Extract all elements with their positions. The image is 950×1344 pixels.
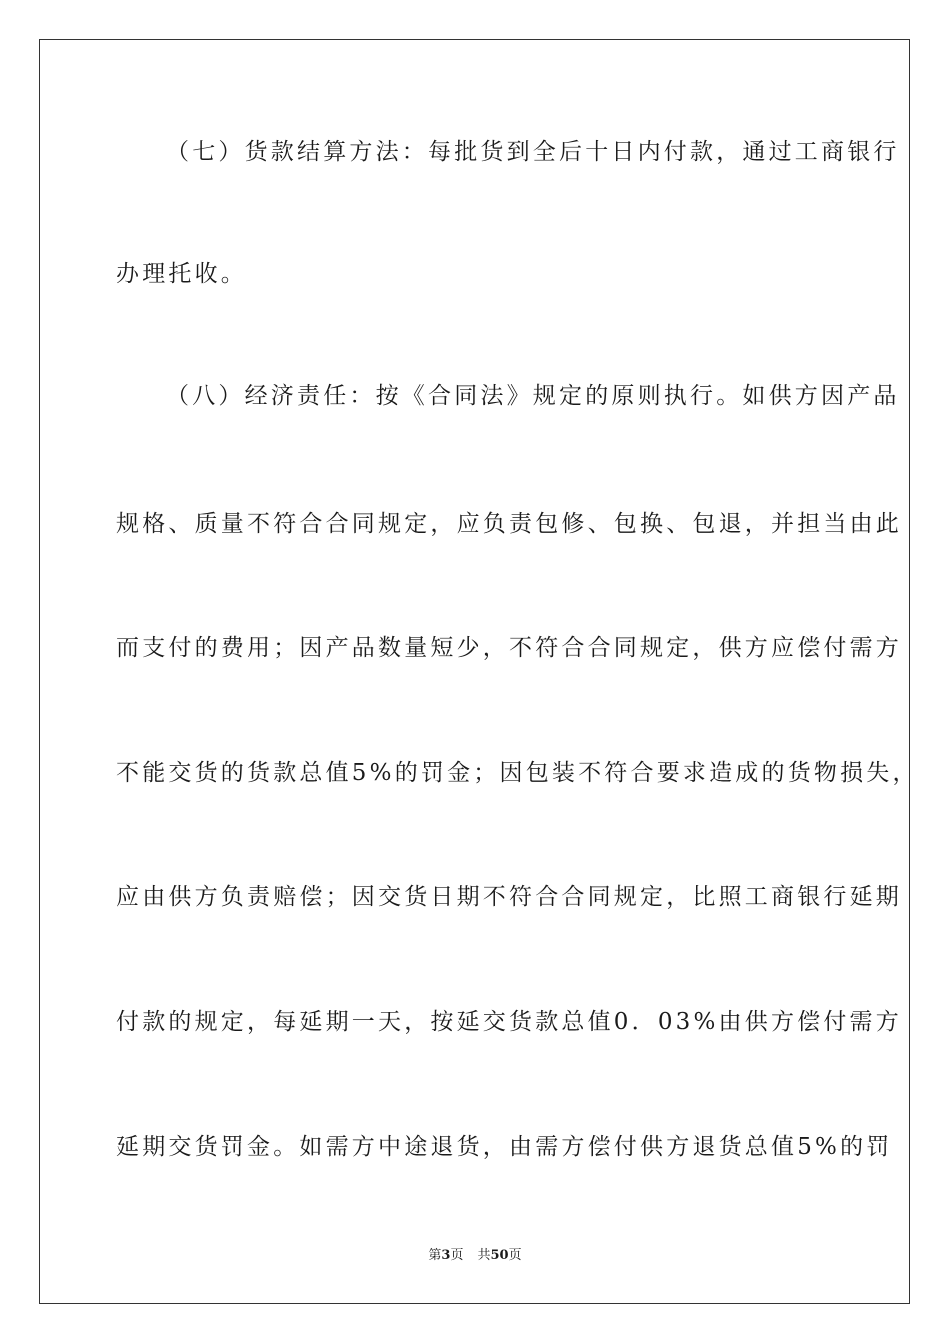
total-prefix: 共: [477, 1248, 491, 1263]
paragraph-line: 延期交货罚金。如需方中途退货，由需方偿付供方退货总值5%的罚: [116, 1134, 893, 1160]
page-border: [39, 39, 910, 1304]
page-prefix: 第: [428, 1248, 442, 1263]
paragraph-line: 付款的规定，每延期一天，按延交货款总值0．03%由供方偿付需方: [116, 1009, 902, 1035]
page-number: 3: [441, 1248, 451, 1263]
paragraph-line: 规格、质量不符合合同规定，应负责包修、包换、包退，并担当由此: [116, 511, 902, 537]
paragraph-line: （七）货款结算方法：每批货到全后十日内付款，通过工商银行: [166, 139, 900, 165]
paragraph-line: 应由供方负责赔偿；因交货日期不符合合同规定，比照工商银行延期: [116, 884, 902, 910]
page-suffix: 页: [450, 1248, 464, 1263]
paragraph-line: （八）经济责任：按《合同法》规定的原则执行。如供方因产品: [166, 383, 900, 409]
paragraph-line: 办理托收。: [116, 261, 247, 287]
paragraph-line: 不能交货的货款总值5%的罚金；因包装不符合要求造成的货物损失，: [116, 760, 919, 786]
total-suffix: 页: [508, 1248, 522, 1263]
total-pages: 50: [490, 1248, 509, 1263]
page-footer: [0, 1248, 950, 1264]
paragraph-line: 而支付的费用；因产品数量短少，不符合合同规定，供方应偿付需方: [116, 635, 902, 661]
